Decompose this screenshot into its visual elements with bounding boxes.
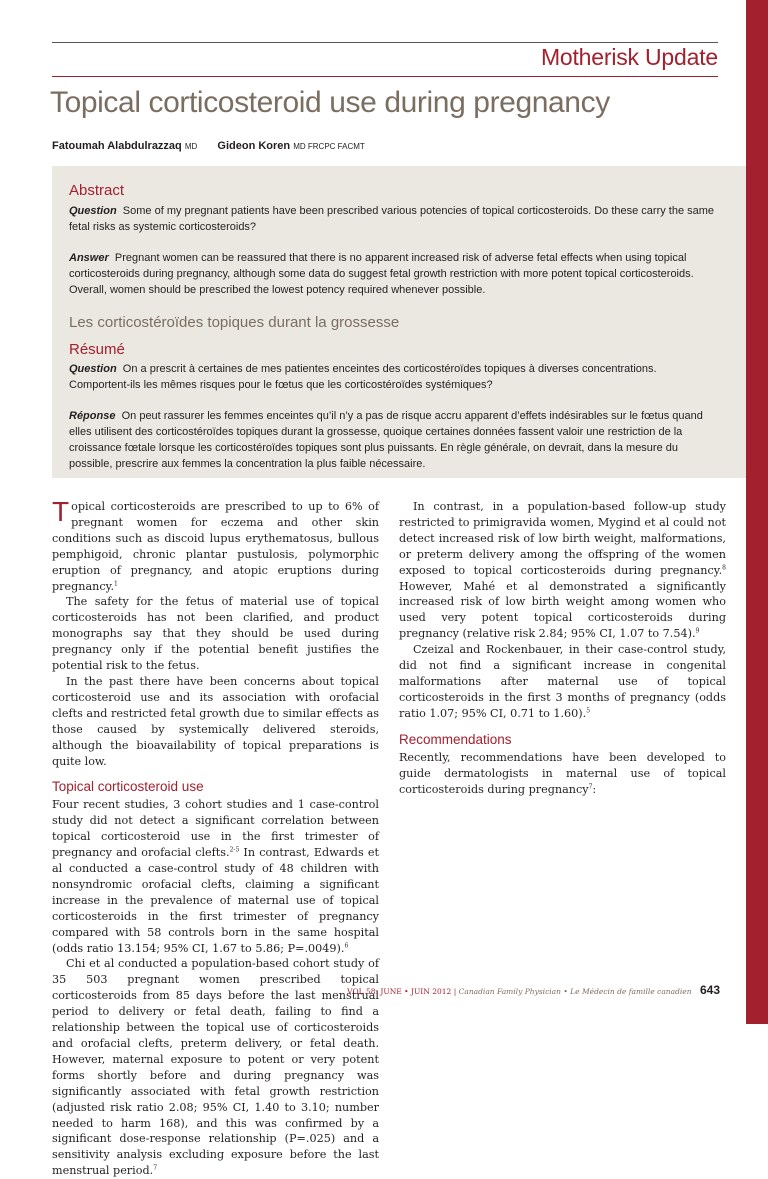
- answer-label: Answer: [69, 252, 109, 264]
- author-credentials: MD: [184, 142, 198, 151]
- question-label: Question: [69, 363, 117, 375]
- drop-cap: T: [52, 496, 70, 527]
- paragraph: Recently, recommendations have been developed to guide dermatologists in maternal use of topical corticosteroids during pregnancy$^7$:: [399, 750, 726, 796]
- author-name: Gideon Koren: [217, 140, 291, 152]
- answer-text: On peut rassurer les femmes enceintes qu’il n’y a pas de risque accru apparent d’effets indésirables sur le fœtus quand elles utilisent des corticostéroïdes topiques durant la grossesse, quoique certaines données fassent valoir une restriction de la croissance fœtale lorsque les corticostéroïdes topiques sont plus puissants. En règle générale, on devrait, dans la mesure du possible, prescrire aux femmes la concentration la plus faible nécessaire.: [69, 410, 703, 470]
- section-label: Motherisk Update: [540, 44, 718, 70]
- paragraph: Chi et al conducted a population-based cohort study of 35 503 pregnant women prescribed topical corticosteroids from 85 days before the last menstrual period to delivery or fetal death, failing to find a relationship between the topical use of corticosteroids and orofacial clefts, preterm delivery, or fetal death. However, maternal exposure to potent or very potent forms shortly before and during pregnancy was significantly associated with fetal growth restriction (adjusted risk ratio 2.08; 95% CI, 1.40 to 3.10; number needed to harm 168), and this was confirmed by a significant dose-response relationship (P=.025) and a sensitivity analysis excluding exposure before the last menstrual period.$^7$: [52, 957, 379, 1178]
- authors: [52, 140, 732, 152]
- answer-text: Pregnant women can be reassured that there is no apparent increased risk of adverse fetal effects when using topical corticosteroids during pregnancy, although some data do suggest fetal growth restriction with more potent topical corticosteroids. Overall, women should be prescribed the lowest potency required whenever possible.: [69, 252, 694, 296]
- question-text: Some of my pregnant patients have been prescribed various potencies of topical corticosteroids. Do these carry the same fetal risks as systemic corticosteroids?: [69, 205, 715, 233]
- paragraph: The safety for the fetus of material use of topical corticosteroids has not been clarified, and product monographs say that they should be used during pregnancy only if the potential benefit justifies the potential risk to the fetus.: [52, 595, 379, 673]
- author-credentials: MD FRCPC FACMT: [293, 142, 365, 151]
- section-heading: Recommendations: [399, 731, 512, 747]
- abstract-heading: Abstract: [69, 182, 125, 199]
- article-title: Topical corticosteroid use during pregnancy: [50, 86, 610, 119]
- footer-journal: Canadian Family Physician • Le Médecin de famille canadien: [458, 987, 692, 996]
- page-number: 643: [699, 983, 720, 997]
- page-footer: [300, 983, 720, 997]
- abstract-answer: [69, 250, 715, 298]
- question-text: On a prescrit à certaines de mes patientes enceintes des corticostéroïdes topiques à diverses concentrations. Comportent-ils les mêmes risques pour le fœtus que les corticostéroïdes systémiques?: [69, 363, 657, 391]
- resume-answer: [69, 408, 715, 472]
- abstract-question: [69, 203, 715, 235]
- paragraph: Czeizal and Rockenbauer, in their case-control study, did not find a significant increase in congenital malformations after maternal use of topical corticosteroids in the first 3 months of pregnancy (odds ratio 1.07; 95% CI, 0.71 to 1.60).$^5$: [399, 643, 726, 720]
- section-heading: Topical corticosteroid use: [52, 779, 204, 795]
- footer-volume: VOL 58: JUNE • JUIN 2012: [347, 987, 452, 996]
- french-title: Les corticostéroïdes topiques durant la grossesse: [69, 314, 400, 331]
- question-label: Question: [69, 205, 117, 217]
- title-rule: [52, 76, 718, 77]
- paragraph: Four recent studies, 3 cohort studies and 1 case-control study did not detect a significant correlation between topical corticosteroid use in the first trimester of pregnancy and orofacial clefts.$^{2-5}$ In contrast, Edwards et al conducted a case-control study of 48 children with nonsyndromic orofacial clefts, claiming a significant increase in the prevalence of maternal use of topical corticosteroids in the first trimester of pregnancy compared with 58 controls born in the same hospital (odds ratio 13.154; 95% CI, 1.67 to 5.86; P=.0049).$^6$: [52, 798, 379, 955]
- paragraph: In the past there have been concerns about topical corticosteroid use and its association with orofacial clefts and restricted fetal growth due to similar effects as those caused by systemically delivered steroids, although the bioavailability of topical preparations is quite low.: [52, 674, 380, 768]
- margin-color-bar: [746, 0, 768, 1024]
- paragraph: Topical corticosteroids are prescribed to up to 6% of pregnant women for eczema and other skin conditions such as discoid lupus erythematosus, bullous pemphigoid, chronic plantar pustulosis, polymorphic eruption of pregnancy, and atopic eruptions during pregnancy.$^1$: [52, 496, 379, 593]
- answer-label: Réponse: [69, 410, 116, 422]
- footer-separator: |: [453, 987, 457, 996]
- body-column-left: [52, 496, 380, 1179]
- author-name: Fatoumah Alabdulrazzaq: [52, 140, 182, 152]
- resume-heading: Résumé: [69, 341, 125, 358]
- resume-question: [69, 361, 715, 393]
- top-rule: [52, 42, 718, 43]
- paragraph: In contrast, in a population-based follow-up study restricted to primigravida women, Mygind et al could not detect increased risk of low birth weight, malformations, or preterm delivery among the offspring of the women exposed to topical corticosteroids during pregnancy.$^8$ However, Mahé et al demonstrated a significantly increased risk of low birth weight among women who used very potent topical corticosteroids during pregnancy (relative risk 2.84; 95% CI, 1.07 to 7.54).$^9$: [399, 500, 726, 641]
